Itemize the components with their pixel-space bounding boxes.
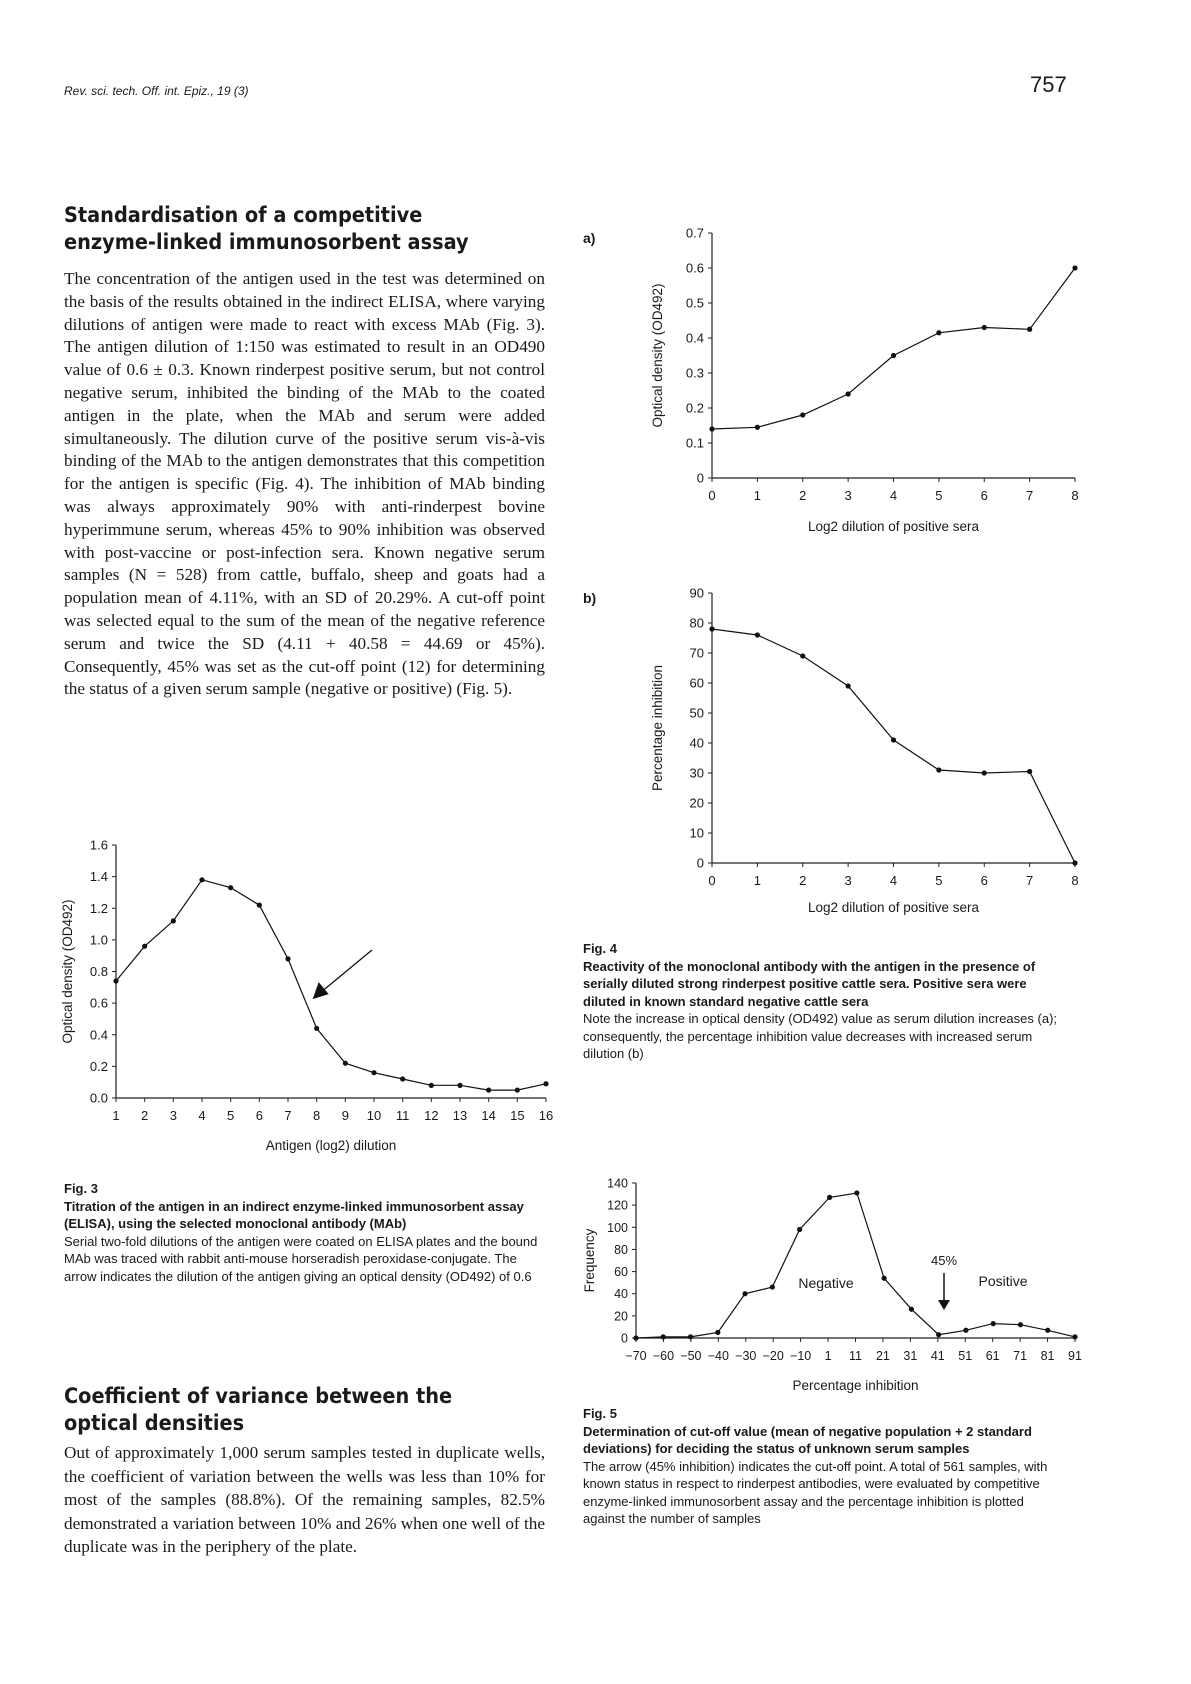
fig3-label: Fig. 3 — [64, 1181, 98, 1196]
fig4a-y-tick-label: 0.4 — [685, 330, 704, 346]
fig5-x-tick-label: −70 — [625, 1349, 647, 1363]
fig3-x-tick-label: 16 — [538, 1108, 554, 1123]
fig4a-y-tick-label: 0.3 — [685, 365, 704, 381]
fig5-negative-label: Negative — [798, 1275, 854, 1291]
fig4b-y-tick-label: 60 — [689, 675, 704, 691]
fig5-y-tick-label: 0 — [621, 1331, 628, 1346]
fig4a-data-point — [846, 391, 851, 396]
fig5-cutoff-label: 45% — [930, 1253, 958, 1268]
fig5-data-point — [1045, 1328, 1050, 1333]
fig3-data-point — [429, 1083, 434, 1088]
fig5-data-point — [936, 1332, 941, 1337]
fig4b-data-point — [1027, 769, 1032, 774]
fig4b-x-tick-label: 2 — [799, 873, 807, 888]
fig4b-x-tick-label: 6 — [980, 873, 988, 888]
fig3-x-tick-label: 14 — [481, 1108, 496, 1123]
fig5-data-point — [797, 1227, 802, 1232]
fig3-y-tick-label: 0.4 — [89, 1027, 108, 1043]
fig5-positive-label: Positive — [978, 1273, 1028, 1289]
fig4a-series-line — [712, 268, 1075, 429]
fig4a-y-tick-label: 0.7 — [685, 225, 704, 241]
fig4-panel-b-label: b) — [583, 590, 597, 606]
fig3-y-tick-label: 1.2 — [89, 900, 108, 916]
fig5-y-axis-label: Frequency — [582, 1228, 597, 1293]
fig5-data-point — [742, 1291, 747, 1296]
fig5-y-tick-label: 120 — [607, 1198, 628, 1213]
section-body-coefficient: Out of approximately 1,000 serum samples tested in duplicate wells, the coefficient of variation between the wells was less than 10% for most of the samples (88.8%). Of the remaining samples, 82.5% demonstrated a variation between 10% and 26% when one well of the duplicate was in the periphery of the plate. — [64, 1443, 545, 1556]
fig3-x-tick-label: 12 — [424, 1108, 439, 1123]
fig5-x-tick-label: −50 — [680, 1349, 702, 1363]
fig5-x-tick-label: 11 — [849, 1349, 862, 1363]
fig3-y-tick-label: 1.0 — [89, 932, 108, 948]
fig4b-x-tick-label: 0 — [708, 873, 716, 888]
fig4-title: Reactivity of the monoclonal antibody with the antigen in the presence of serially diluted strong rinderpest positive cattle sera. Positive sera were diluted in known standard negative cattle sera — [583, 958, 1036, 1009]
fig4a-y-tick-label: 0 — [696, 470, 704, 486]
fig4-text: Note the increase in optical density (OD492) value as serum dilution increases (a); consequently, the percentage inhibition value decreases with increased serum dilution (b) — [583, 1011, 1058, 1061]
fig5-x-tick-label: 71 — [1013, 1349, 1028, 1363]
fig4a-x-axis-label: Log2 dilution of positive sera — [807, 519, 980, 534]
fig5-x-axis-label: Percentage inhibition — [792, 1378, 919, 1393]
section-heading-standardisation: Standardisation of a competitive enzyme-linked immunosorbent assay — [64, 203, 469, 254]
fig4a-y-tick-label: 0.5 — [685, 295, 704, 311]
page-number: 757 — [1030, 72, 1067, 97]
fig5-y-tick-label: 40 — [614, 1287, 628, 1302]
fig5-data-point — [715, 1330, 720, 1335]
fig3-x-axis-label: Antigen (log2) dilution — [265, 1138, 397, 1153]
fig4b-data-point — [800, 653, 805, 658]
fig3-x-tick-label: 2 — [141, 1108, 149, 1123]
fig5-data-point — [909, 1307, 914, 1312]
fig4a-data-point — [709, 426, 714, 431]
fig5-title: Determination of cut-off value (mean of negative population + 2 standard deviations) for deciding the status of unknown serum samples — [583, 1423, 1032, 1456]
fig4a-data-point — [1072, 265, 1077, 270]
fig5-x-tick-label: −30 — [735, 1349, 757, 1363]
fig3-x-tick-label: 1 — [112, 1108, 120, 1123]
fig3-x-tick-label: 6 — [255, 1108, 263, 1123]
fig4a-data-point — [1027, 327, 1032, 332]
fig5-data-point — [854, 1190, 859, 1195]
fig5-y-tick-label: 80 — [614, 1242, 628, 1257]
fig4b-y-tick-label: 50 — [689, 705, 704, 721]
fig4b-data-point — [891, 737, 896, 742]
fig4a-y-tick-label: 0.1 — [685, 435, 704, 451]
fig5-x-tick-label: −10 — [790, 1349, 812, 1363]
fig4b-x-tick-label: 3 — [844, 873, 852, 888]
fig3-arrow-shaft — [319, 950, 372, 994]
fig5-data-point — [661, 1334, 666, 1339]
fig5-data-point — [991, 1321, 996, 1326]
fig3-chart — [60, 838, 553, 1154]
fig4b-x-axis-label: Log2 dilution of positive sera — [807, 900, 980, 915]
fig4a-data-point — [982, 325, 987, 330]
fig4b-data-point — [846, 683, 851, 688]
fig4a-x-tick-label: 7 — [1026, 488, 1034, 503]
fig4a-x-tick-label: 2 — [799, 488, 807, 503]
fig3-data-point — [142, 944, 147, 949]
fig4b-data-point — [755, 632, 760, 637]
fig3-data-point — [199, 877, 204, 882]
fig5-y-tick-label: 20 — [614, 1309, 628, 1324]
fig4b-data-point — [1072, 860, 1077, 865]
fig3-y-tick-label: 0.8 — [89, 964, 108, 979]
section-heading-coefficient: Coefficient of variance between the optical densities — [64, 1384, 453, 1435]
fig4-panel-a-label: a) — [583, 230, 596, 246]
fig4a-x-tick-label: 1 — [753, 488, 761, 503]
fig3-data-point — [113, 978, 118, 983]
fig3-data-point — [400, 1076, 405, 1081]
fig4b-y-tick-label: 10 — [689, 825, 704, 841]
fig3-x-tick-label: 10 — [366, 1108, 382, 1123]
fig3-x-tick-label: 4 — [198, 1108, 206, 1123]
fig5-x-tick-label: −60 — [652, 1349, 675, 1363]
fig4a-data-point — [800, 412, 805, 417]
fig4b-y-tick-label: 80 — [689, 615, 704, 631]
fig4a-y-axis-label: Optical density (OD492) — [650, 283, 665, 428]
fig3-x-tick-label: 11 — [395, 1108, 410, 1123]
fig5-series-line — [636, 1193, 1075, 1338]
fig3-data-point — [486, 1087, 491, 1092]
fig4a-data-point — [891, 353, 896, 358]
fig4b-x-tick-label: 5 — [935, 873, 943, 888]
fig5-label: Fig. 5 — [583, 1406, 617, 1421]
fig4b-data-point — [936, 767, 941, 772]
fig4b-x-tick-label: 1 — [753, 873, 761, 888]
fig4b-y-tick-label: 70 — [689, 645, 704, 661]
fig3-title: Titration of the antigen in an indirect enzyme-linked immunosorbent assay (ELISA), using the selected monoclonal antibody (MAb) — [64, 1198, 524, 1231]
fig3-y-tick-label: 0.2 — [89, 1058, 108, 1074]
fig3-y-tick-label: 1.4 — [89, 869, 108, 885]
fig4b-data-point — [709, 626, 714, 631]
fig4b-y-tick-label: 0 — [696, 855, 704, 871]
fig3-x-tick-label: 13 — [452, 1108, 468, 1123]
fig5-y-tick-label: 60 — [614, 1265, 628, 1280]
fig4-label: Fig. 4 — [583, 941, 617, 956]
fig4a-chart — [650, 226, 1079, 535]
fig5-x-tick-label: 21 — [875, 1349, 890, 1363]
fig5-data-point — [1018, 1322, 1023, 1327]
fig5-chart — [582, 1177, 1082, 1394]
fig3-y-tick-label: 0.6 — [89, 995, 108, 1011]
fig3-x-tick-label: 3 — [169, 1108, 177, 1123]
fig5-x-tick-label: −20 — [762, 1349, 784, 1363]
fig4a-x-tick-label: 6 — [980, 488, 988, 503]
fig3-x-tick-label: 9 — [341, 1108, 349, 1123]
fig3-data-point — [257, 902, 262, 907]
fig5-x-tick-label: 61 — [985, 1349, 1000, 1363]
fig3-arrow-head — [313, 982, 329, 999]
fig5-x-tick-label: 51 — [958, 1349, 973, 1363]
fig5-data-point — [827, 1195, 832, 1200]
fig4b-data-point — [982, 770, 987, 775]
fig5-y-tick-label: 140 — [607, 1176, 628, 1191]
fig3-data-point — [515, 1087, 520, 1092]
fig5-x-tick-label: 81 — [1040, 1349, 1055, 1363]
fig4b-y-tick-label: 90 — [689, 585, 704, 601]
running-head: Rev. sci. tech. Off. int. Epiz., 19 (3) — [64, 84, 249, 98]
fig5-x-tick-label: −40 — [707, 1349, 729, 1363]
fig5-x-tick-label: 31 — [903, 1349, 918, 1363]
fig3-x-tick-label: 15 — [510, 1108, 525, 1123]
fig4a-x-tick-label: 0 — [708, 488, 716, 503]
fig5-text: The arrow (45% inhibition) indicates the cut-off point. A total of 561 samples, with known status in respect to rinderpest antibodies, were evaluated by competitive enzyme-linked immunosorbent assay and the percentage inhibition is plotted against the number of samples — [583, 1458, 1048, 1526]
fig4b-series-line — [712, 629, 1075, 863]
fig4b-y-tick-label: 40 — [689, 735, 704, 751]
fig4a-x-tick-label: 5 — [935, 488, 943, 503]
fig3-x-tick-label: 8 — [313, 1108, 321, 1123]
fig3-data-point — [343, 1061, 348, 1066]
fig5-data-point — [633, 1335, 638, 1340]
fig4b-x-tick-label: 7 — [1026, 873, 1034, 888]
fig3-series-line — [116, 880, 546, 1090]
fig4a-x-tick-label: 3 — [844, 488, 852, 503]
fig3-data-point — [285, 956, 290, 961]
fig3-data-point — [543, 1081, 548, 1086]
fig3-data-point — [314, 1026, 319, 1031]
fig5-data-point — [770, 1284, 775, 1289]
fig3-y-tick-label: 0.0 — [89, 1090, 108, 1106]
fig5-data-point — [1072, 1334, 1077, 1339]
fig3-y-axis-label: Optical density (OD492) — [60, 899, 75, 1044]
fig3-data-point — [228, 885, 233, 890]
fig4b-y-axis-label: Percentage inhibition — [650, 664, 665, 792]
fig5-cutoff-arrow-head — [938, 1300, 950, 1310]
fig5-data-point — [882, 1276, 887, 1281]
fig5-data-point — [963, 1328, 968, 1333]
fig4a-x-tick-label: 4 — [889, 488, 898, 503]
fig3-text: Serial two-fold dilutions of the antigen were coated on ELISA plates and the bound MAb was traced with rabbit anti-mouse horseradish peroxidase-conjugate. The arrow indicates the dilution of the antigen giving an optical density (OD492) of 0.6 — [64, 1233, 538, 1284]
fig4b-y-tick-label: 20 — [689, 795, 704, 811]
fig5-y-tick-label: 100 — [607, 1220, 628, 1235]
fig3-data-point — [171, 918, 176, 923]
fig4b-y-tick-label: 30 — [689, 765, 704, 781]
fig5-x-tick-label: 91 — [1068, 1349, 1082, 1363]
fig3-x-tick-label: 7 — [284, 1108, 292, 1123]
section-body-standardisation: The concentration of the antigen used in the test was determined on the basis of the results obtained in the indirect ELISA, where varying dilutions of antigen were made to react with excess MAb (Fig. 3). The antigen dilution of 1:150 was estimated to result in an OD490 value of 0.6 ± 0.3. Known rinderpest positive serum, but not control negative serum, inhibited the binding of the MAb to the coated antigen in the plate, when the MAb and serum were added simultaneously. The dilution curve of the positive serum vis-à-vis binding of the MAb to the antigen demonstrates that this competition for the antigen is specific (Fig. 4). The inhibition of MAb binding was always approximately 90% with anti-rinderpest bovine hyperimmune serum, whereas 45% to 90% inhibition was observed with post-vaccine or post-infection sera. Known negative serum samples (N = 528) from cattle, buffalo, sheep and goats had a population mean of 4.11%, with an SD of 20.29%. A cut-off point was selected equal to the sum of the mean of the negative reference serum and twice the SD (4.11 + 40.58 = 44.69 or 45%). Consequently, 45% was set as the cut-off point (12) for determining the status of a given serum sample (negative or positive) (Fig. 5). — [64, 269, 545, 699]
fig5-x-tick-label: 1 — [824, 1349, 832, 1363]
fig4b-x-tick-label: 4 — [889, 873, 898, 888]
fig4b-x-tick-label: 8 — [1071, 873, 1079, 888]
fig3-data-point — [371, 1070, 376, 1075]
fig3-x-tick-label: 5 — [227, 1108, 235, 1123]
fig4a-data-point — [936, 330, 941, 335]
fig4a-x-tick-label: 8 — [1071, 488, 1079, 503]
fig3-data-point — [457, 1083, 462, 1088]
fig5-x-tick-label: 41 — [930, 1349, 945, 1363]
fig4b-chart — [650, 586, 1079, 916]
fig4a-y-tick-label: 0.6 — [685, 260, 704, 276]
fig4a-data-point — [755, 425, 760, 430]
fig3-y-tick-label: 1.6 — [89, 837, 108, 853]
fig5-data-point — [688, 1334, 693, 1339]
fig4a-y-tick-label: 0.2 — [685, 400, 704, 416]
